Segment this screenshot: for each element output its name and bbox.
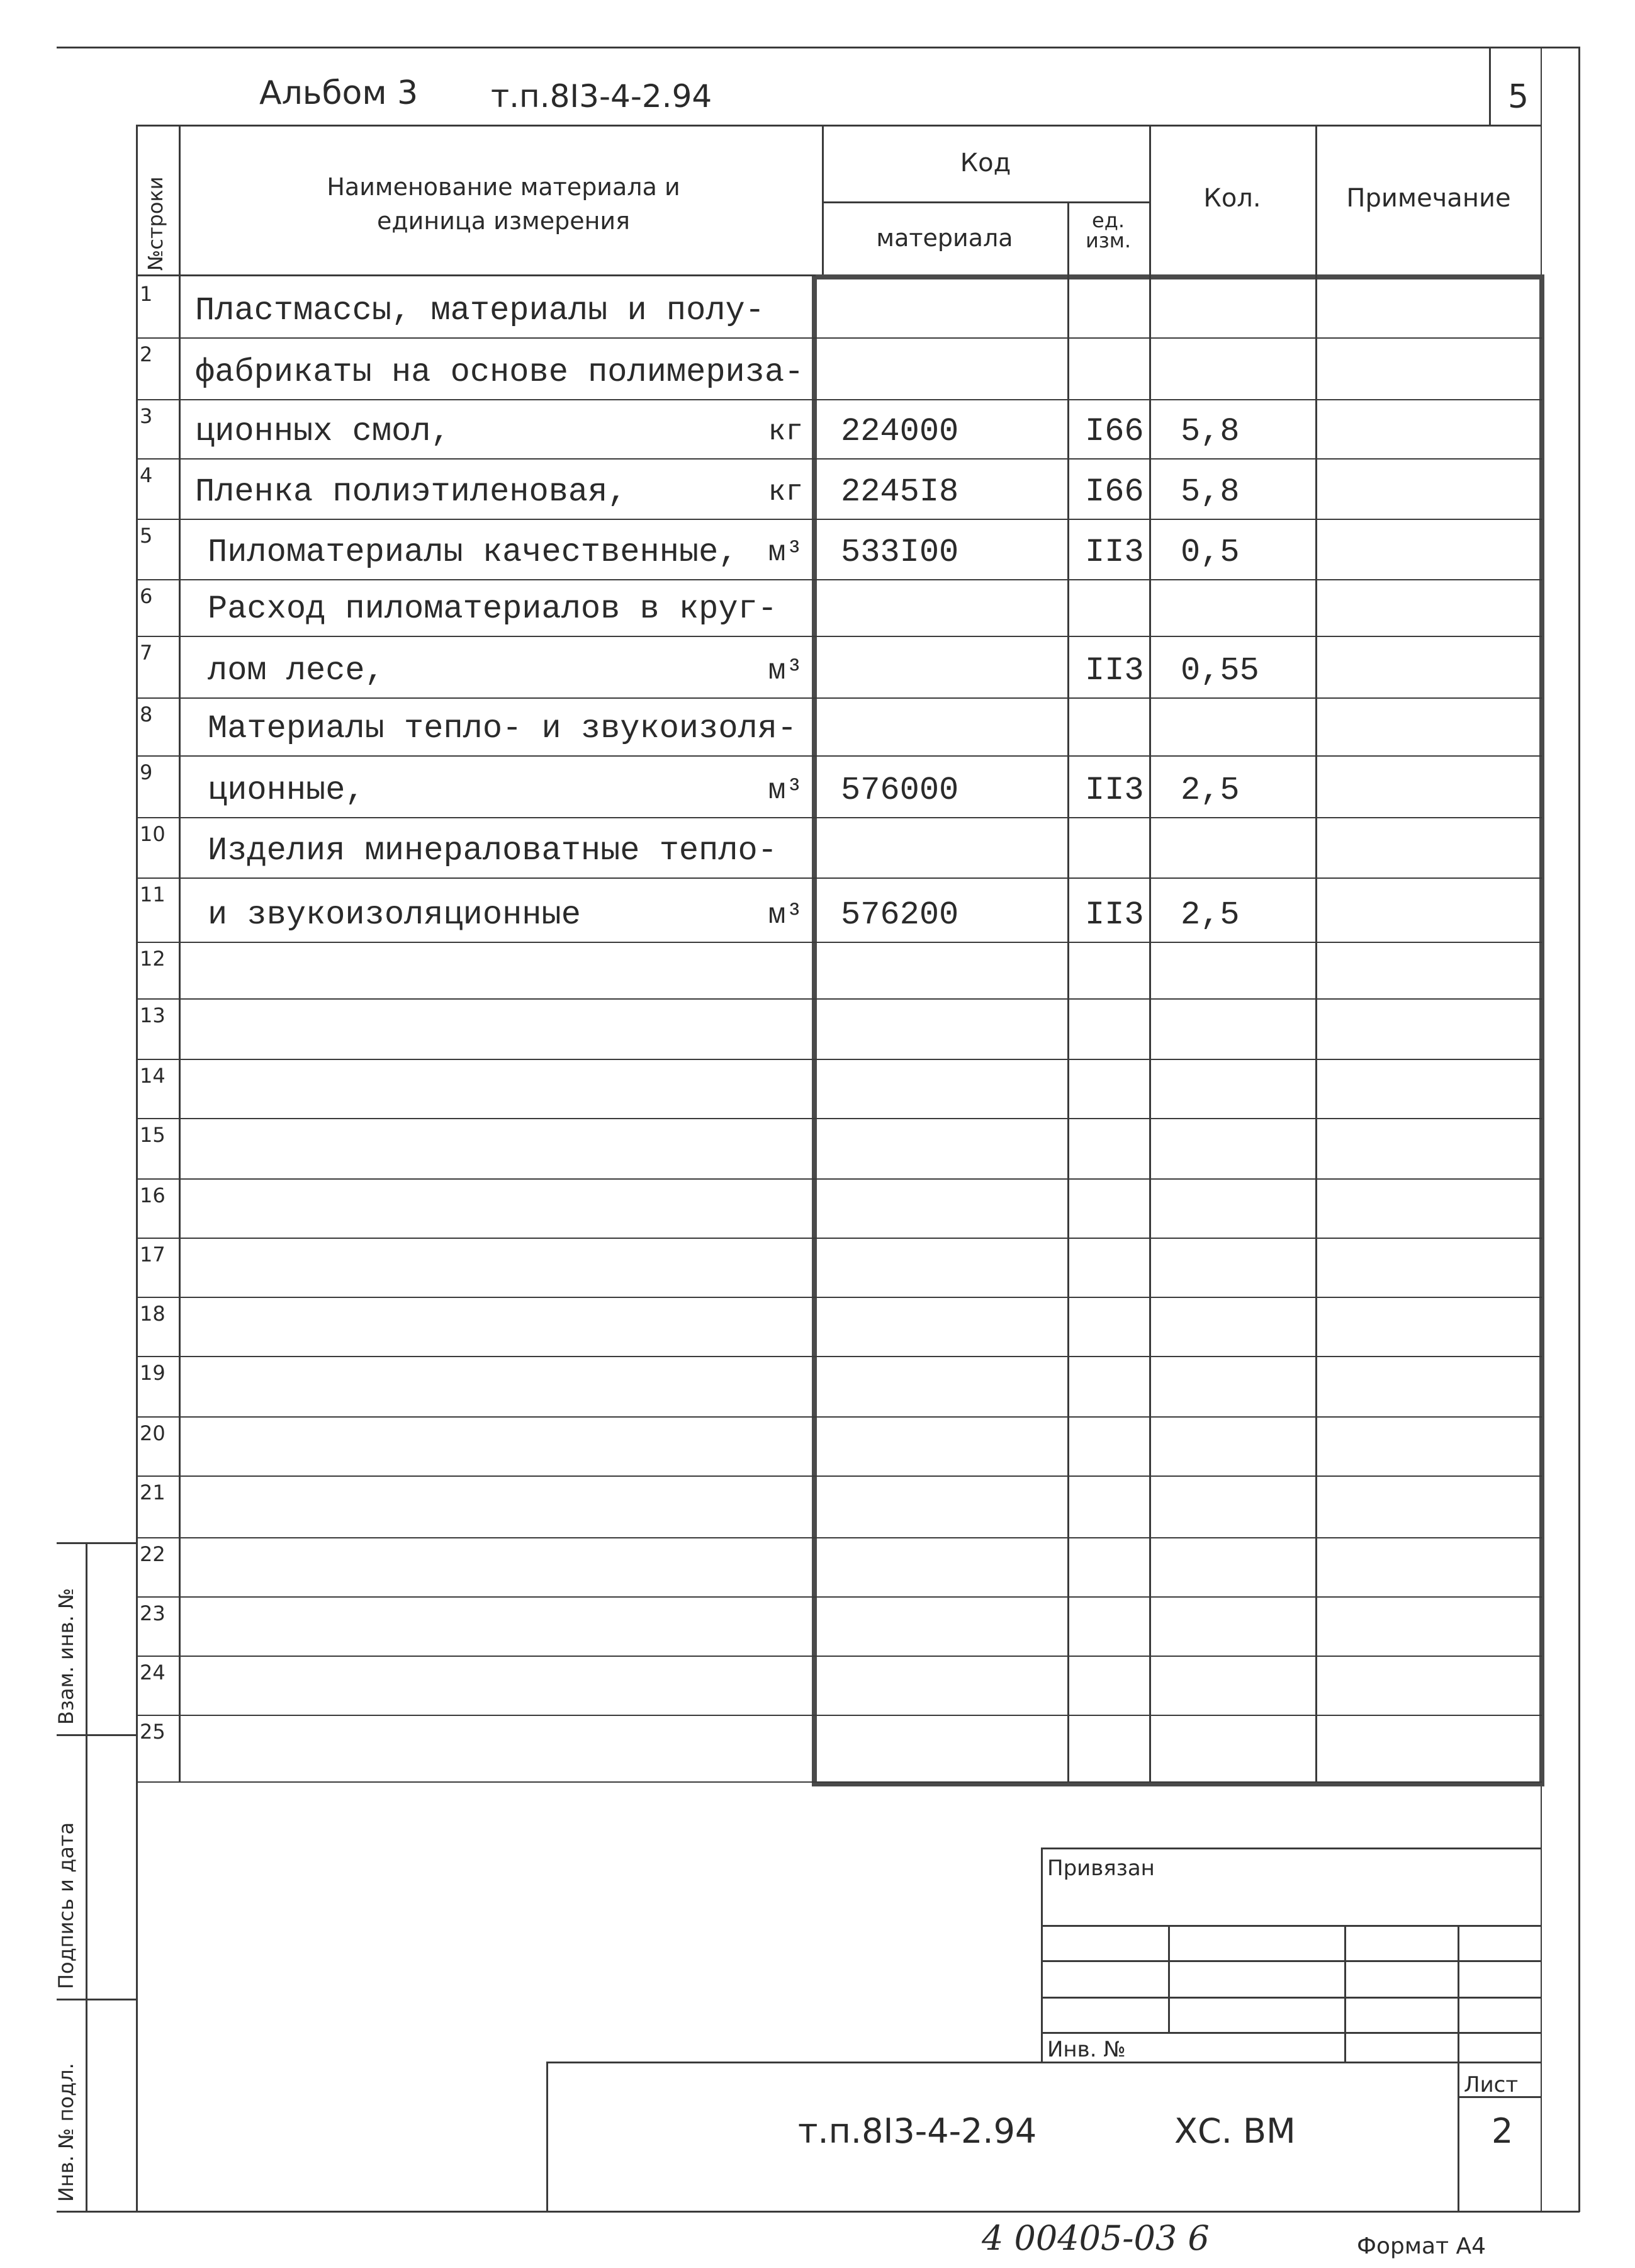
- right-border-line: [1578, 47, 1580, 2212]
- sheet-number: 2: [1492, 2111, 1514, 2151]
- row-material-name: ционные,: [208, 772, 365, 809]
- row-number: 8: [140, 702, 153, 726]
- title-grid-v1: [1168, 1925, 1170, 2032]
- row-line: [136, 942, 1542, 943]
- row-line: [136, 877, 1542, 879]
- row-number: 3: [140, 404, 153, 428]
- title-section: ХС. ВМ: [1174, 2111, 1296, 2151]
- title-grid-h3: [1041, 1997, 1542, 1999]
- header-code: Код: [960, 149, 1011, 178]
- side-stamp-line: [86, 1542, 87, 2212]
- bottom-border-line: [57, 2211, 1580, 2213]
- title-grid-h4: [1041, 2032, 1542, 2034]
- row-unit: м³: [768, 774, 803, 807]
- row-quantity: 5,8: [1181, 473, 1240, 511]
- row-line: [136, 636, 1542, 637]
- row-number: 15: [140, 1123, 166, 1147]
- album-label: Альбом 3: [259, 74, 419, 112]
- row-material-name: Материалы тепло- и звукоизоля-: [208, 710, 797, 747]
- row-number: 24: [140, 1661, 166, 1684]
- row-unit-code: II3: [1085, 534, 1144, 571]
- privyazan-label: Привязан: [1047, 1856, 1155, 1881]
- row-number: 22: [140, 1542, 166, 1566]
- row-number: 16: [140, 1183, 166, 1207]
- row-quantity: 5,8: [1181, 413, 1240, 450]
- row-number: 6: [140, 584, 153, 608]
- row-line: [136, 1118, 1542, 1119]
- side-stamp-vzam-inv: Взам. инв. №: [54, 1588, 78, 1725]
- row-material-name: лом лесе,: [208, 652, 385, 689]
- title-grid-v3: [1458, 1925, 1459, 2211]
- row-line: [136, 337, 1542, 339]
- side-stamp-divider-1: [57, 1542, 136, 1544]
- col-line-rowno: [179, 274, 181, 1783]
- side-stamp-inv-podl: Инв. № подл.: [54, 2063, 78, 2202]
- row-line: [136, 579, 1542, 580]
- row-line: [136, 1475, 1542, 1477]
- header-row-number: №строки: [143, 176, 167, 271]
- row-number: 23: [140, 1601, 166, 1625]
- row-number: 25: [140, 1720, 166, 1744]
- header-note: Примечание: [1346, 184, 1511, 213]
- row-number: 18: [140, 1302, 166, 1326]
- row-material-name: Пиломатериалы качественные,: [208, 534, 738, 571]
- row-unit-code: II3: [1085, 772, 1144, 809]
- row-quantity: 2,5: [1181, 896, 1240, 934]
- row-material-name: Расход пиломатериалов в круг-: [208, 590, 777, 628]
- project-code: т.п.8I3-4-2.94: [491, 78, 712, 115]
- row-line: [136, 755, 1542, 757]
- row-unit: кг: [768, 476, 803, 509]
- header-code-unit: ед. изм.: [1085, 208, 1132, 252]
- row-unit-code: I66: [1085, 473, 1144, 511]
- row-line: [136, 697, 1542, 699]
- sheet-label: Лист: [1464, 2072, 1519, 2097]
- title-grid-h2: [1041, 1960, 1542, 1962]
- row-unit-code: I66: [1085, 413, 1144, 450]
- row-line: [136, 1656, 1542, 1657]
- row-material-code: 576000: [841, 772, 959, 809]
- row-line: [136, 817, 1542, 818]
- page-number-divider: [1489, 47, 1491, 125]
- side-stamp-signature-date: Подпись и дата: [54, 1822, 78, 1989]
- row-line: [136, 1416, 1542, 1418]
- title-main-top: [546, 2062, 1542, 2063]
- row-line: [136, 399, 1542, 400]
- header-bottom-line: [136, 274, 816, 276]
- handwritten-number: 4 00405-03 6: [982, 2218, 1210, 2258]
- header-material-name: Наименование материала и единица измерения: [327, 173, 680, 235]
- side-stamp-divider-3: [57, 1999, 136, 2000]
- row-material-code: 576200: [841, 896, 959, 934]
- row-number: 19: [140, 1361, 166, 1385]
- row-unit: м³: [768, 899, 803, 932]
- row-number: 11: [140, 883, 166, 906]
- row-number: 21: [140, 1481, 166, 1504]
- header-quantity: Кол.: [1203, 184, 1261, 213]
- row-number: 4: [140, 463, 153, 487]
- title-grid-v2: [1344, 1925, 1346, 2062]
- row-unit: м³: [768, 536, 803, 569]
- row-number: 2: [140, 342, 153, 366]
- col-line-qty: [1149, 274, 1151, 1783]
- row-number: 9: [140, 760, 153, 784]
- row-number: 7: [140, 641, 153, 665]
- row-number: 20: [140, 1421, 166, 1445]
- row-number: 10: [140, 822, 166, 846]
- row-material-code: 533I00: [841, 534, 959, 571]
- row-unit-code: II3: [1085, 896, 1144, 934]
- row-number: 1: [140, 282, 153, 306]
- table-header-top: [136, 125, 1542, 127]
- row-material-name: Пленка полиэтиленовая,: [195, 473, 627, 511]
- header-col-name: [822, 125, 824, 276]
- row-material-code: 224000: [841, 413, 959, 450]
- row-number: 13: [140, 1003, 166, 1027]
- code-header-divider: [822, 201, 1149, 203]
- format-label: Формат А4: [1357, 2233, 1486, 2259]
- side-stamp-divider-2: [57, 1734, 136, 1736]
- row-number: 14: [140, 1064, 166, 1088]
- row-line: [136, 1715, 1542, 1716]
- row-line: [136, 1356, 1542, 1357]
- top-border-line: [57, 47, 1580, 48]
- row-number: 12: [140, 947, 166, 971]
- row-number: 5: [140, 524, 153, 548]
- row-material-name: Изделия минераловатные тепло-: [208, 832, 777, 869]
- title-main-left: [546, 2062, 548, 2211]
- row-line: [136, 519, 1542, 520]
- row-line: [136, 1297, 1542, 1298]
- title-grid-h1: [1041, 1925, 1542, 1927]
- row-material-name: Пластмассы, материалы и полу-: [195, 292, 765, 329]
- row-quantity: 2,5: [1181, 772, 1240, 809]
- page-number: 5: [1508, 78, 1529, 116]
- row-line: [136, 1781, 1542, 1783]
- title-block-top: [1041, 1848, 1542, 1849]
- inv-no-label: Инв. №: [1047, 2037, 1126, 2062]
- row-number: 17: [140, 1243, 166, 1267]
- row-material-name: и звукоизоляционные: [208, 896, 581, 934]
- row-unit-code: II3: [1085, 652, 1144, 689]
- row-material-code: 2245I8: [841, 473, 959, 511]
- col-line-note: [1315, 274, 1317, 1783]
- row-line: [136, 1537, 1542, 1538]
- row-material-name: фабрикаты на основе полимериза-: [195, 354, 804, 391]
- col-line-unitcode: [1067, 274, 1069, 1783]
- row-line: [136, 1238, 1542, 1239]
- title-designation: т.п.8I3-4-2.94: [798, 2111, 1037, 2151]
- title-block-left: [1041, 1848, 1043, 2062]
- header-col-rowno: [179, 125, 181, 276]
- row-line: [136, 1059, 1542, 1060]
- row-unit: кг: [768, 415, 803, 448]
- row-quantity: 0,5: [1181, 534, 1240, 571]
- row-line: [136, 998, 1542, 1000]
- left-frame-line: [136, 125, 138, 2212]
- row-unit: м³: [768, 655, 803, 687]
- row-line: [136, 1178, 1542, 1180]
- row-quantity: 0,55: [1181, 652, 1259, 689]
- header-code-material: материала: [876, 224, 1013, 252]
- row-line: [136, 1596, 1542, 1598]
- row-material-name: ционных смол,: [195, 413, 451, 450]
- row-line: [136, 458, 1542, 460]
